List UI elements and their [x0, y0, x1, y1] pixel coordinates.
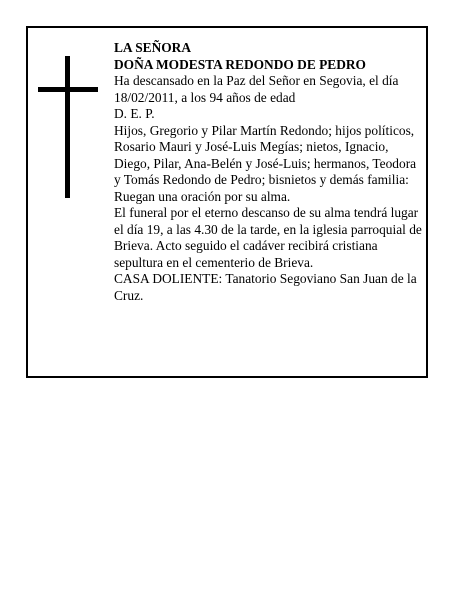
notice-title: LA SEÑORA: [114, 40, 192, 55]
cross-icon: [38, 56, 98, 198]
prayer-request: Ruegan una oración por su alma.: [114, 188, 291, 204]
funeral-info: El funeral por el eterno descanso de su alma tendrá lugar el día 19, a las 4.30 de la tarde, en la iglesia parroquial de Brieva. Acto seguido el cadáver recibirá cristiana sepultura en el cementerio de Brieva.: [114, 205, 422, 270]
deceased-name: DOÑA MODESTA REDONDO DE PEDRO: [114, 56, 366, 72]
cross-horizontal-bar: [38, 87, 98, 92]
notice-text: [114, 40, 426, 304]
mourning-house: CASA DOLIENTE: Tanatorio Segoviano San Juan de la Cruz.: [114, 271, 417, 303]
cross-vertical-bar: [65, 56, 70, 198]
rip-text: D. E. P.: [114, 106, 155, 121]
obituary-notice: [26, 26, 428, 378]
family-list: Hijos, Gregorio y Pilar Martín Redondo; hijos políticos, Rosario Mauri y José-Luis Megías; nietos, Ignacio, Diego, Pilar, Ana-Belén y José-Luis; hermanos, Teodora y Tomás Redondo de Pedro; bisnietos y demás familia:: [114, 122, 417, 187]
death-statement: Ha descansado en la Paz del Señor en Segovia, el día 18/02/2011, a los 94 años de edad: [114, 73, 399, 105]
